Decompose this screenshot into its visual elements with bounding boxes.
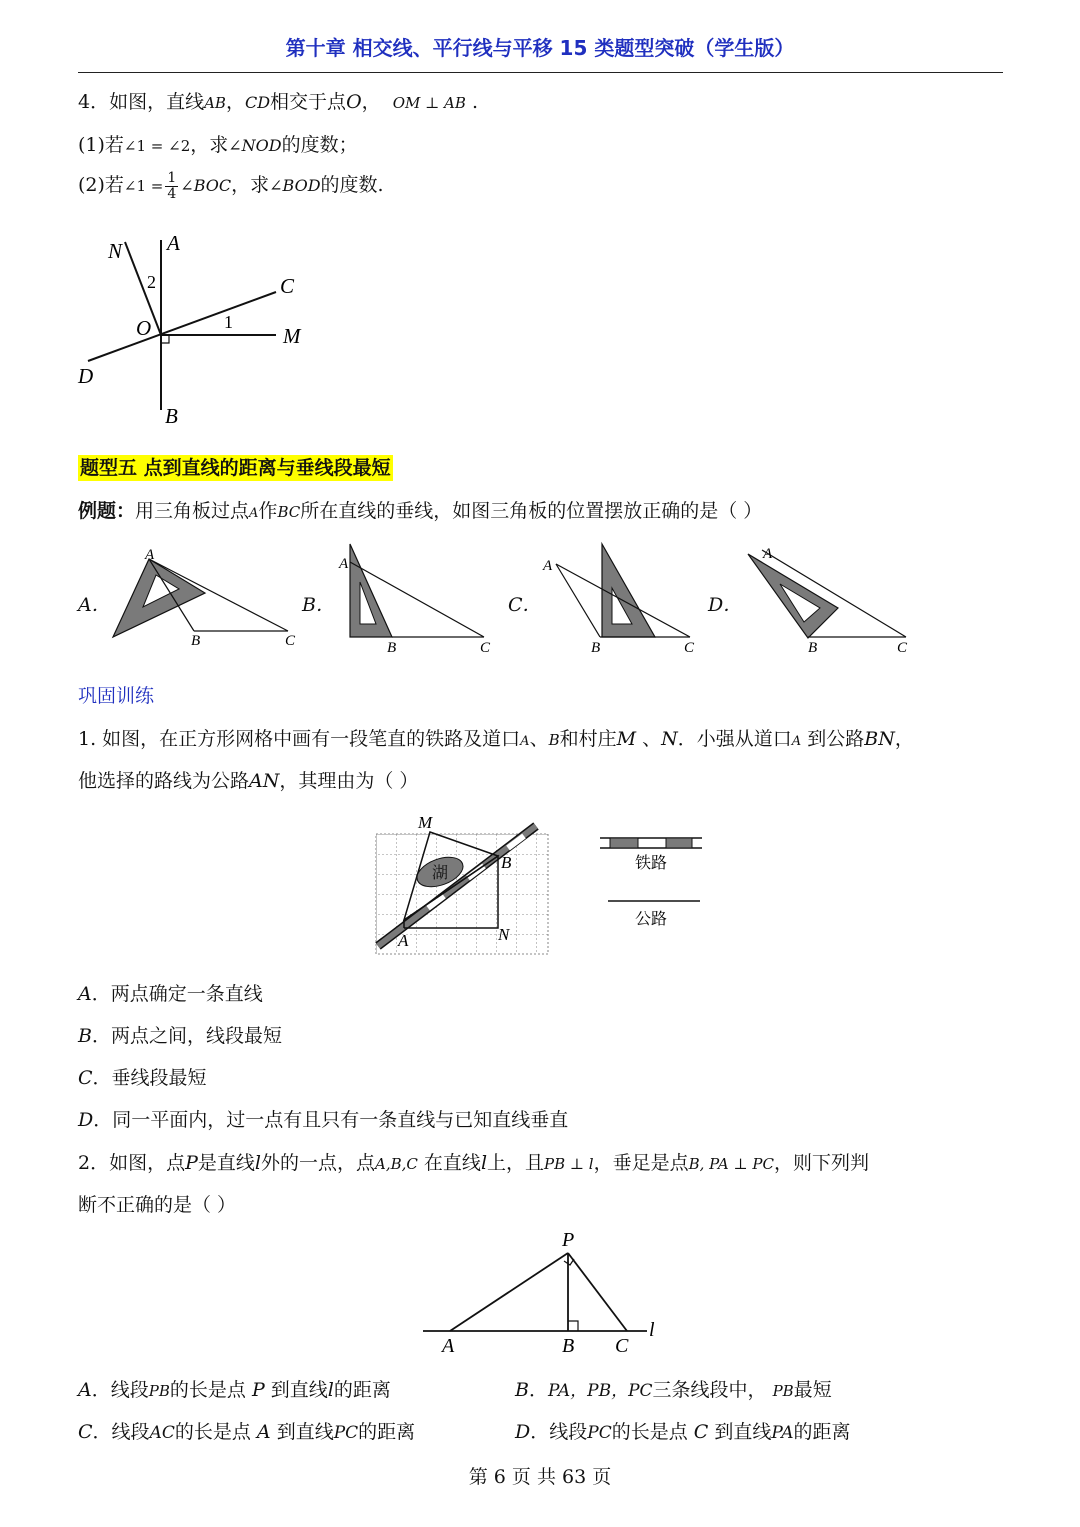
label-d: D <box>78 364 94 388</box>
svg-text:C: C <box>615 1335 629 1357</box>
q4-stem: 4．如图，直线AB，CD相交于点O， OM ⊥ AB . <box>78 91 478 113</box>
p1-choice-a[interactable]: A．两点确定一条直线 <box>78 983 263 1005</box>
p2-choice-a[interactable]: A．线段PB的长是点 P 到直线l的距离 <box>78 1379 391 1401</box>
header-divider <box>78 72 1003 73</box>
label-a: A <box>167 231 180 255</box>
p2-stem-line2: 断不正确的是（ ） <box>78 1194 237 1216</box>
angle-2-label: 2 <box>147 272 156 292</box>
svg-text:C: C <box>684 640 695 655</box>
label-m: M <box>283 324 301 348</box>
example-option-d-letter: D． <box>708 594 743 616</box>
label-b: B <box>165 404 178 428</box>
segment-pc <box>568 1253 627 1331</box>
example-option-a-letter: A． <box>78 594 111 616</box>
p2-choice-d[interactable]: D．线段PC的长是点 C 到直线PA的距离 <box>515 1421 851 1443</box>
svg-text:B: B <box>591 640 601 655</box>
p2-choice-c[interactable]: C．线段AC的长是点 A 到直线PC的距离 <box>78 1421 416 1443</box>
p1-stem-line1: 1. 如图，在正方形网格中画有一段笔直的铁路及道口A、B和村庄M 、N．小强从道口A 到公路BN， <box>78 728 914 750</box>
svg-text:湖: 湖 <box>432 863 449 882</box>
page-footer: 第 6 页 共 63 页 <box>468 1466 612 1488</box>
p1-choice-c[interactable]: C．垂线段最短 <box>78 1067 207 1089</box>
q4-part2: (2)若∠1 = $\frac{1}{4}$ ∠BOC，求∠BOD的度数. <box>78 169 384 202</box>
svg-text:A: A <box>442 1335 455 1357</box>
svg-text:C: C <box>897 640 908 655</box>
p1-grid-figure <box>368 810 713 958</box>
svg-text:C: C <box>285 633 296 649</box>
svg-text:B: B <box>808 640 818 655</box>
svg-text:B: B <box>501 853 512 872</box>
example-option-d-figure <box>740 540 920 655</box>
svg-text:A: A <box>145 547 155 563</box>
svg-text:B: B <box>191 633 201 649</box>
p2-figure <box>415 1228 675 1358</box>
segment-pa <box>450 1253 568 1331</box>
section-5-heading: 题型五 点到直线的距离与垂线段最短 <box>80 457 391 479</box>
svg-text:N: N <box>498 925 510 944</box>
svg-text:B: B <box>562 1335 575 1357</box>
p1-stem-line2: 他选择的路线为公路AN，其理由为（ ） <box>78 770 419 792</box>
p2-choice-b[interactable]: B．PA，PB，PC三条线段中， PB最短 <box>515 1379 832 1401</box>
example-option-c-letter: C． <box>508 594 542 616</box>
q4-part1: (1)若∠1 = ∠2，求∠NOD的度数； <box>78 134 358 156</box>
svg-text:A: A <box>339 556 349 572</box>
p2-stem-line1: 2．如图，点P是直线l外的一点，点A,B,C 在直线l上，且PB ⊥ l，垂足是点B, PA ⊥ PC，则下列判 <box>78 1152 869 1174</box>
svg-text:M: M <box>418 813 433 832</box>
document-header-title: 第十章 相交线、平行线与平移 15 类题型突破（学生版） <box>285 36 795 60</box>
svg-text:A: A <box>398 931 409 950</box>
label-c: C <box>280 274 295 298</box>
svg-text:A: A <box>543 558 553 574</box>
q4-figure <box>70 228 320 433</box>
p1-choice-d[interactable]: D．同一平面内，过一点有且只有一条直线与已知直线垂直 <box>78 1109 569 1131</box>
example-option-b-letter: B． <box>302 594 335 616</box>
example-question: 例题：用三角板过点A作BC所在直线的垂线，如图三角板的位置摆放正确的是（ ） <box>78 500 763 522</box>
svg-text:铁路: 铁路 <box>635 853 668 872</box>
example-option-a-figure <box>105 545 305 655</box>
svg-text:C: C <box>480 640 491 655</box>
example-option-b-figure <box>332 540 502 655</box>
right-angle-mark <box>161 335 169 343</box>
p1-choice-b[interactable]: B．两点之间，线段最短 <box>78 1025 282 1047</box>
label-o: O <box>136 316 152 340</box>
svg-text:P: P <box>562 1229 575 1251</box>
line-cd <box>88 292 276 361</box>
svg-text:B: B <box>387 640 397 655</box>
practice-heading: 巩固训练 <box>78 685 155 707</box>
fraction-one-quarter: $\frac{1}{4}$ <box>167 169 177 202</box>
svg-text:l: l <box>649 1319 655 1341</box>
svg-text:公路: 公路 <box>635 909 668 928</box>
svg-text:A: A <box>763 546 773 562</box>
angle-1-label: 1 <box>224 312 233 332</box>
example-option-c-figure <box>540 540 710 655</box>
label-n: N <box>108 239 123 263</box>
